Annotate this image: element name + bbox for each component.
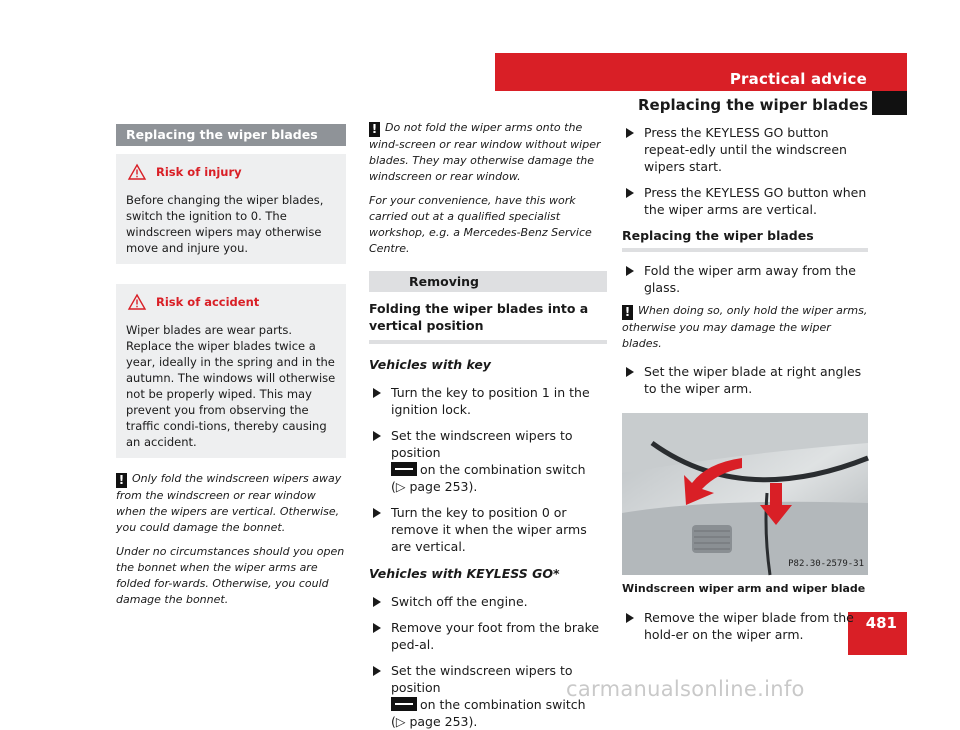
instruction-step [622,184,868,218]
page-number: 481 [865,614,897,632]
arrow-bullet-icon [369,619,391,653]
note-1: Only fold the windscreen wipers away from the windscreen or rear window when the wipers are vertical. Otherwise, you could damage the bonnet. [116,472,342,534]
arrow-bullet-icon [622,609,644,643]
photo-caption: Windscreen wiper arm and wiper blade [622,582,866,595]
wiper-position-icon [391,462,417,476]
step-text: Turn the key to position 0 or remove it when the wiper arms are vertical. [391,505,587,554]
page-title: Replacing the wiper blades [637,96,868,114]
arrow-bullet-icon [369,593,391,610]
vehicles-keyless-heading: Vehicles with KEYLESS GO* [369,566,560,581]
instruction-step [622,262,868,296]
warning-box-accident [116,284,346,458]
exclamation-icon: ! [369,122,380,137]
column-2 [369,120,607,730]
warning-box-injury [116,154,346,264]
note-1: Do not fold the wiper arms onto the wind-screen or rear window without wiper blades. They may otherwise damage the windscreen or rear window. [369,121,601,183]
note-text [369,120,607,185]
instruction-step [369,619,607,653]
step-text: Fold the wiper arm away from the glass. [644,263,856,295]
note-1: When doing so, only hold the wiper arms, otherwise you may damage the wiper blades. [622,304,868,350]
header-section: Practical advice [729,70,867,88]
wiper-photo [622,413,868,575]
instruction-step [369,504,607,555]
instruction-step [369,593,607,610]
arrow-bullet-icon [622,262,644,296]
arrow-bullet-icon [622,184,644,218]
note-text [622,303,868,352]
section-bar: Replacing the wiper blades [116,124,346,146]
instruction-step [622,124,868,175]
warning-title: Risk of injury [156,165,242,179]
note-text [116,471,346,536]
arrow-bullet-icon [369,427,391,495]
column-1 [116,124,346,608]
warning-text: Wiper blades are wear parts. Replace the wiper blades twice a year, ideally in the spring and in the autumn. The windows will otherwise not be properly wiped. This may prevent you from observing the traffic condi-tions, thereby causing an accident. [126,323,336,449]
header-marker [872,91,907,115]
folding-heading: Folding the wiper blades into a vertical position [369,300,607,344]
arrow-bullet-icon [369,384,391,418]
step-text: Press the KEYLESS GO button repeat-edly until the windscreen wipers start. [644,125,847,174]
vehicles-key-heading: Vehicles with key [369,357,491,372]
step-text: Remove the wiper blade from the hold-er on the wiper arm. [644,610,854,642]
note-2: Under no circumstances should you open the bonnet when the wiper arms are folded for-wards. Otherwise, you could damage the bonnet. [116,545,345,606]
instruction-step [622,609,868,643]
removing-bar: Removing [369,271,607,292]
note-2: For your convenience, have this work carried out at a qualified specialist workshop, e.g. a Mercedes-Benz Service Centre. [369,194,592,255]
step-text: on the combination switch [420,462,586,477]
instruction-step [622,363,868,397]
arrow-bullet-icon [369,504,391,555]
exclamation-icon: ! [622,305,633,320]
step-text: Set the windscreen wipers to position [391,428,573,460]
warning-text: Before changing the wiper blades, switch the ignition to 0. The windscreen wipers may otherwise move and injure you. [126,193,324,255]
arrow-bullet-icon [622,124,644,175]
step-text: Turn the key to position 1 in the ignition lock. [391,385,590,417]
wiper-illustration [622,413,868,575]
warning-triangle-icon [128,164,146,180]
replacing-heading: Replacing the wiper blades [622,227,868,252]
watermark: carmanualsonline.info [566,677,805,701]
warning-triangle-icon [128,294,146,310]
instruction-step [369,384,607,418]
arrow-bullet-icon [369,662,391,730]
instruction-step [369,427,607,495]
photo-code: P82.30-2579-31 [788,559,864,569]
column-3 [622,120,868,643]
step-text: on the combination switch [420,697,586,712]
arrow-bullet-icon [622,363,644,397]
page-reference: (▷ page 253). [391,479,478,494]
step-text: Set the windscreen wipers to position [391,663,573,695]
page-reference: (▷ page 253). [391,714,478,729]
step-text: Remove your foot from the brake ped-al. [391,620,600,652]
step-text: Set the wiper blade at right angles to the wiper arm. [644,364,862,396]
step-text: Press the KEYLESS GO button when the wiper arms are vertical. [644,185,867,217]
step-text: Switch off the engine. [391,594,528,609]
warning-title: Risk of accident [156,295,260,309]
header-band [495,53,907,91]
exclamation-icon: ! [116,473,127,488]
wiper-position-icon [391,697,417,711]
